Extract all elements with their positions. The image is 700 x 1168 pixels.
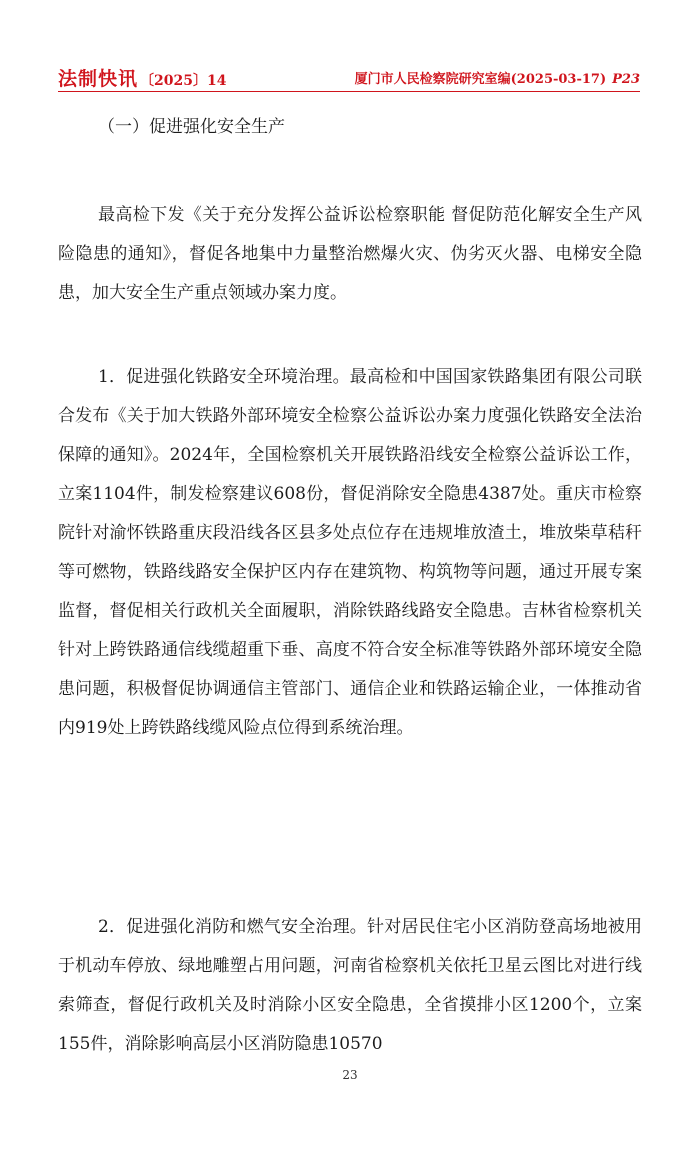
header-right xyxy=(355,68,640,87)
document-header xyxy=(58,64,640,88)
paragraph-railway-safety: 1．促进强化铁路安全环境治理。最高检和中国国家铁路集团有限公司联合发布《关于加大铁路外部环境安全检察公益诉讼办案力度强化铁路安全法治保障的通知》。2024年，全国检察机关开展铁路沿线安全检察公益诉讼工作，立案1104件，制发检察建议608份，督促消除安全隐患4387处。重庆市检察院针对渝怀铁路重庆段沿线各区县多处点位存在违规堆放渣土，堆放柴草秸秆等可燃物，铁路线路安全保护区内存在建筑物、构筑物等问题，通过开展专案监督，督促相关行政机关全面履职，消除铁路线路安全隐患。吉林省检察机关针对上跨铁路通信线缆超重下垂、高度不符合安全标准等铁路外部环境安全隐患问题，积极督促协调通信主管部门、通信企业和铁路运输企业，一体推动省内919处上跨铁路线缆风险点位得到系统治理。 xyxy=(58,367,642,738)
issue-number: 〔2025〕14 xyxy=(140,73,227,89)
header-page-ref: P23 xyxy=(612,72,640,87)
paragraph-intro: 最高检下发《关于充分发挥公益诉讼检察职能 督促防范化解安全生产风险隐患的通知》，督促各地集中力量整治燃爆火灾、伪劣灭火器、电梯安全隐患，加大安全生产重点领域办案力度。 xyxy=(58,205,642,303)
page-number: 23 xyxy=(342,1068,358,1082)
publication-title: 法制快讯 xyxy=(58,68,139,90)
header-left xyxy=(58,64,226,91)
header-divider xyxy=(58,91,640,92)
paragraph-fire-gas-safety: 2．促进强化消防和燃气安全治理。针对居民住宅小区消防登高场地被用于机动车停放、绿地雕塑占用问题，河南省检察机关依托卫星云图比对进行线索筛查，督促行政机关及时消除小区安全隐患，全省摸排小区1200个，立案155件，消除影响高层小区消防隐患10570 xyxy=(58,917,642,1054)
section-heading: （一）促进强化安全生产 xyxy=(98,117,285,137)
publisher-info: 厦门市人民检察院研究室编(2025-03-17) xyxy=(354,72,607,87)
